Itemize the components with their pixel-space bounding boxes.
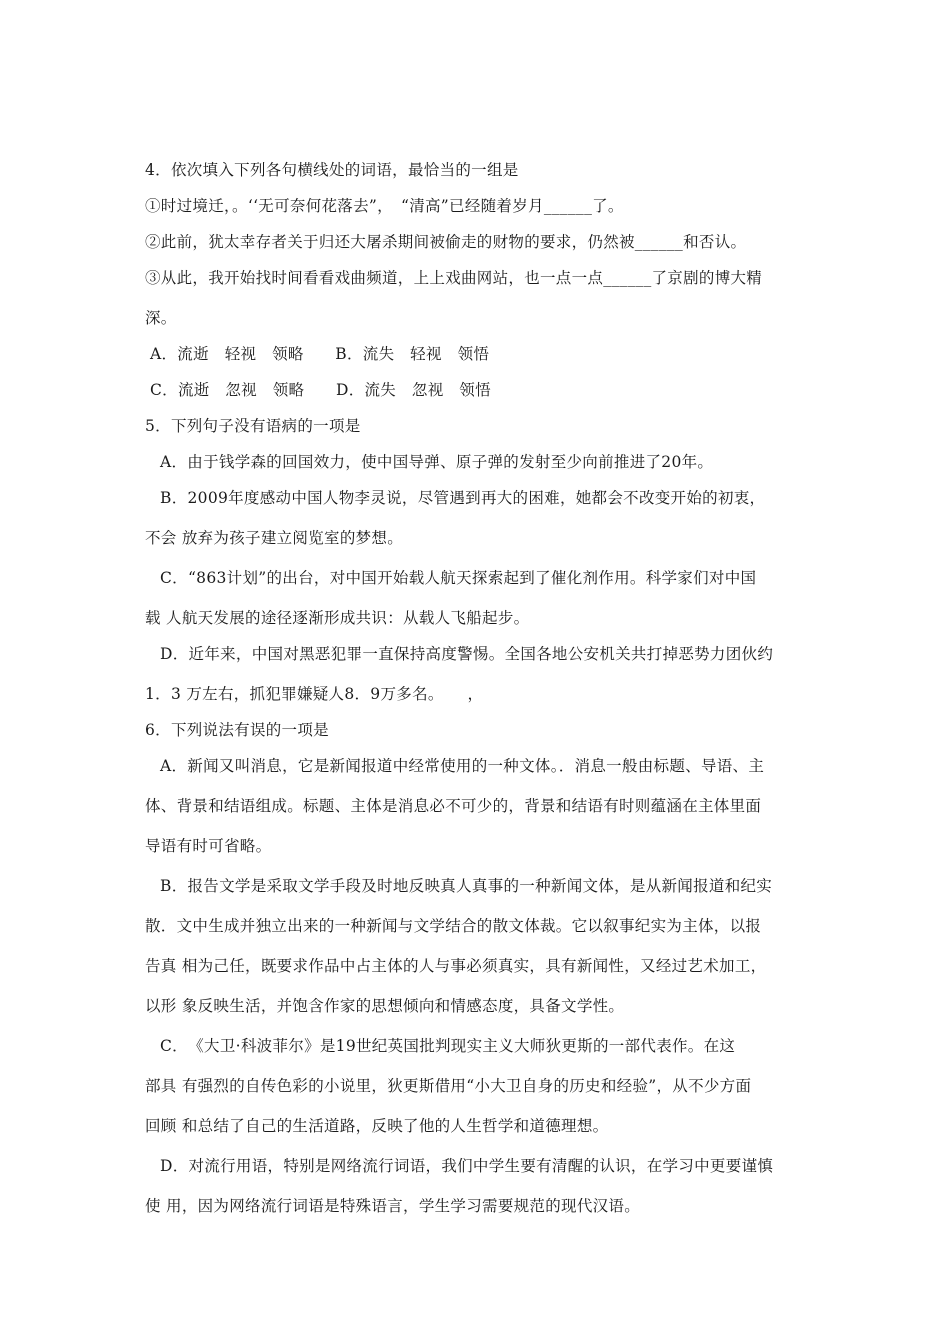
q6-option-a-cont-1: 体、背景和结语组成。标题、主体是消息必不可少的，背景和结语有时则蕴涵在主体里面 [145, 797, 762, 815]
q6-option-d: D．对流行用语，特别是网络流行词语，我们中学生要有清醒的认识，在学习中更要谨慎 [160, 1157, 774, 1175]
q6-option-c-cont-2: 回顾 和总结了自己的生活道路，反映了他的人生哲学和道德理想。 [145, 1117, 609, 1135]
q6-title: 6．下列说法有误的一项是 [145, 721, 329, 739]
q6-option-b-cont-3: 以形 象反映生活，并饱含作家的思想倾向和情感态度，具备文学性。 [145, 997, 625, 1015]
q5-title: 5．下列句子没有语病的一项是 [145, 417, 361, 435]
q4-title: 4．依次填入下列各句横线处的词语，最恰当的一组是 [145, 161, 519, 179]
q4-sentence-3-cont: 深。 [145, 309, 177, 327]
q5-option-b: B．2009年度感动中国人物李灵说，尽管遇到再大的困难，她都会不改变开始的初衷， [160, 489, 766, 507]
q5-option-d-cont: 1．3 万左右，抓犯罪嫌疑人8．9万多名。 ， [145, 685, 484, 703]
q4-sentence-3: ③从此，我开始找时间看看戏曲频道，上上戏曲网站，也一点一点______了京剧的博大精 [145, 269, 763, 287]
q4-options-cd: C．流逝 忽视 领略 D．流失 忽视 领悟 [150, 381, 491, 399]
q6-option-a-cont-2: 导语有时可省略。 [145, 837, 272, 855]
q5-option-b-cont: 不会 放弃为孩子建立阅览室的梦想。 [145, 529, 404, 547]
q5-option-d: D．近年来，中国对黑恶犯罪一直保持高度警惕。全国各地公安机关共打掉恶势力团伙约 [160, 645, 774, 663]
q6-option-b: B．报告文学是采取文学手段及时地反映真人真事的一种新闻文体，是从新闻报道和纪实 [160, 877, 773, 895]
q6-option-c-cont-1: 部具 有强烈的自传色彩的小说里，狄更斯借用“小大卫自身的历史和经验”，从不少方面 [145, 1077, 752, 1095]
q6-option-b-cont-1: 散．文中生成并独立出来的一种新闻与文学结合的散文体裁。它以叙事纪实为主体，以报 [145, 917, 762, 935]
q6-option-b-cont-2: 告真 相为己任，既要求作品中占主体的人与事必须真实，具有新闻性，又经过艺术加工， [145, 957, 767, 975]
q5-option-c-cont: 载 人航天发展的途径逐渐形成共识：从载人飞船起步。 [145, 609, 530, 627]
q4-sentence-1: ①时过境迁，。‘‘无可奈何花落去”， “清高”已经随着岁月______了。 [145, 197, 624, 215]
q6-option-c: C． 《大卫·科波菲尔》是19世纪英国批判现实主义大师狄更斯的一部代表作。在这 [160, 1037, 736, 1055]
q5-option-c: C．“863计划”的出台，对中国开始载人航天探索起到了催化剂作用。科学家们对中国 [160, 569, 757, 587]
q4-sentence-2: ②此前，犹太幸存者关于归还大屠杀期间被偷走的财物的要求，仍然被______和否认。 [145, 233, 747, 251]
q5-option-a: A．由于钱学森的回国效力，使中国导弹、原子弹的发射至少向前推进了20年。 [160, 453, 714, 471]
q6-option-d-cont: 使 用，因为网络流行词语是特殊语言，学生学习需要规范的现代汉语。 [145, 1197, 641, 1215]
q4-options-ab: A．流逝 轻视 领略 B．流失 轻视 领悟 [150, 345, 490, 363]
q6-option-a: A．新闻又叫消息，它是新闻报道中经常使用的一种文体。．消息一般由标题、导语、主 [160, 757, 765, 775]
